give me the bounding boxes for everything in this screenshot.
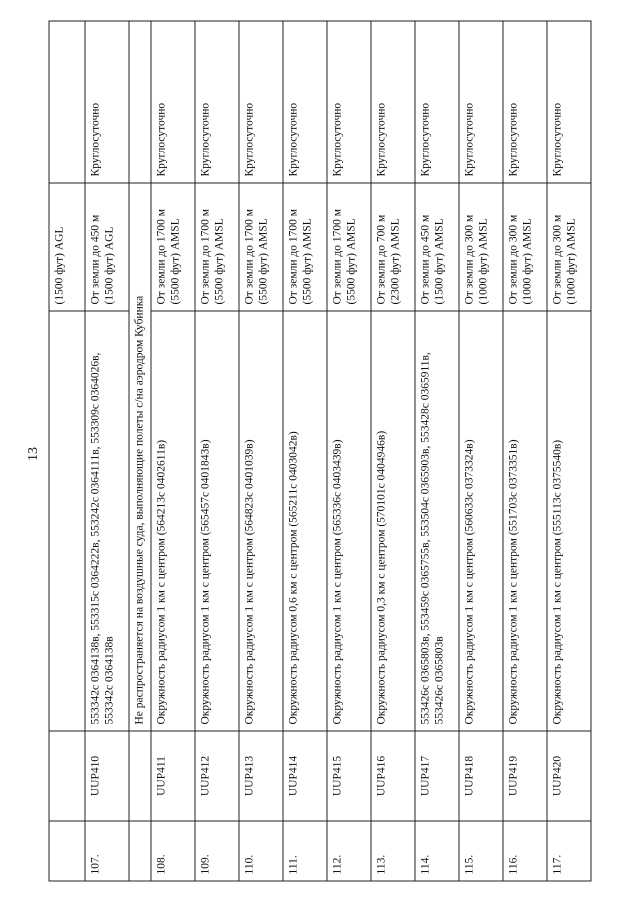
zone-time: Круглосуточно xyxy=(327,21,371,183)
zone-time: Круглосуточно xyxy=(151,21,195,183)
row-number: 109. xyxy=(195,821,239,881)
altitude-cell: (1500 фут) AGL xyxy=(49,183,85,311)
zone-altitude: От земли до 1700 м (5500 фут) AMSL xyxy=(239,183,283,311)
zone-code: UUP415 xyxy=(327,731,371,821)
zone-code: UUP413 xyxy=(239,731,283,821)
zone-code: UUP412 xyxy=(195,731,239,821)
row-number: 116. xyxy=(503,821,547,881)
airspace-table xyxy=(49,21,592,882)
table-row xyxy=(415,21,459,881)
zone-description: Окружность радиусом 0,3 км с центром (570101с 0404946в) xyxy=(371,311,415,731)
zone-altitude: От земли до 450 м (1500 фут) AGL xyxy=(85,183,129,311)
zone-description: 553342с 0364138в, 553315с 0364222в, 553242с 0364111в, 553309с 0364026в, 553342с 0364138в xyxy=(85,311,129,731)
zone-code: UUP410 xyxy=(85,731,129,821)
section-note: Не распространяется на воздушные суда, выполняющие полеты с/на аэродром Кубинка xyxy=(129,183,151,731)
zone-description: Окружность радиусом 1 км с центром (564823с 0401039в) xyxy=(239,311,283,731)
zone-code: UUP420 xyxy=(547,731,591,821)
zone-time: Круглосуточно xyxy=(239,21,283,183)
row-number: 112. xyxy=(327,821,371,881)
row-number: 114. xyxy=(415,821,459,881)
table-row xyxy=(371,21,415,881)
table-row xyxy=(503,21,547,881)
zone-altitude: От земли до 300 м (1000 фут) AMSL xyxy=(503,183,547,311)
zone-description: Окружность радиусом 1 км с центром (565457с 0401843в) xyxy=(195,311,239,731)
table-row xyxy=(547,21,591,881)
zone-code: UUP417 xyxy=(415,731,459,821)
zone-altitude: От земли до 1700 м (5500 фут) AMSL xyxy=(283,183,327,311)
zone-altitude: От земли до 1700 м (5500 фут) AMSL xyxy=(327,183,371,311)
zone-code: UUP419 xyxy=(503,731,547,821)
table-row xyxy=(327,21,371,881)
empty-cell xyxy=(49,821,85,881)
zone-code: UUP418 xyxy=(459,731,503,821)
zone-altitude: От земли до 300 м (1000 фут) AMSL xyxy=(547,183,591,311)
zone-description: Окружность радиусом 1 км с центром (560633с 0373324в) xyxy=(459,311,503,731)
zone-description: Окружность радиусом 1 км с центром (565336с 0403439в) xyxy=(327,311,371,731)
zone-time: Круглосуточно xyxy=(459,21,503,183)
rotated-table-container xyxy=(49,22,592,882)
table-row xyxy=(151,21,195,881)
table-row xyxy=(85,21,129,881)
zone-code: UUP414 xyxy=(283,731,327,821)
zone-time: Круглосуточно xyxy=(371,21,415,183)
zone-altitude: От земли до 1700 м (5500 фут) AMSL xyxy=(195,183,239,311)
row-number: 113. xyxy=(371,821,415,881)
zone-altitude: От земли до 1700 м (5500 фут) AMSL xyxy=(151,183,195,311)
row-number: 111. xyxy=(283,821,327,881)
table-row xyxy=(283,21,327,881)
empty-cell xyxy=(129,21,151,183)
empty-cell xyxy=(129,821,151,881)
zone-time: Круглосуточно xyxy=(547,21,591,183)
table-row xyxy=(195,21,239,881)
zone-time: Круглосуточно xyxy=(283,21,327,183)
row-number: 108. xyxy=(151,821,195,881)
zone-description: Окружность радиусом 0,6 км с центром (565211с 0403042в) xyxy=(283,311,327,731)
zone-code: UUP411 xyxy=(151,731,195,821)
section-note-row xyxy=(129,21,151,881)
zone-altitude: От земли до 450 м (1500 фут) AMSL xyxy=(415,183,459,311)
row-number: 107. xyxy=(85,821,129,881)
table-row xyxy=(459,21,503,881)
empty-cell xyxy=(49,311,85,731)
zone-time: Круглосуточно xyxy=(85,21,129,183)
zone-time: Круглосуточно xyxy=(503,21,547,183)
zone-description: Окружность радиусом 1 км с центром (564213с 0402611в) xyxy=(151,311,195,731)
empty-cell xyxy=(129,731,151,821)
zone-description: Окружность радиусом 1 км с центром (551703с 0373351в) xyxy=(503,311,547,731)
empty-cell xyxy=(49,731,85,821)
row-number: 117. xyxy=(547,821,591,881)
zone-altitude: От земли до 300 м (1000 фут) AMSL xyxy=(459,183,503,311)
empty-cell xyxy=(49,21,85,183)
zone-altitude: От земли до 700 м (2300 фут) AMSL xyxy=(371,183,415,311)
row-number: 115. xyxy=(459,821,503,881)
page-number: 13 xyxy=(26,447,41,461)
zone-description: Окружность радиусом 1 км с центром (555113с 0375540в) xyxy=(547,311,591,731)
table-row xyxy=(239,21,283,881)
zone-code: UUP416 xyxy=(371,731,415,821)
zone-time: Круглосуточно xyxy=(195,21,239,183)
continuation-row xyxy=(49,21,85,881)
zone-description: 553426с 0365803в, 553459с 0365755в, 553504с 0365903в, 553428с 0365911в, 553426с 0365803в xyxy=(415,311,459,731)
row-number: 110. xyxy=(239,821,283,881)
zone-time: Круглосуточно xyxy=(415,21,459,183)
